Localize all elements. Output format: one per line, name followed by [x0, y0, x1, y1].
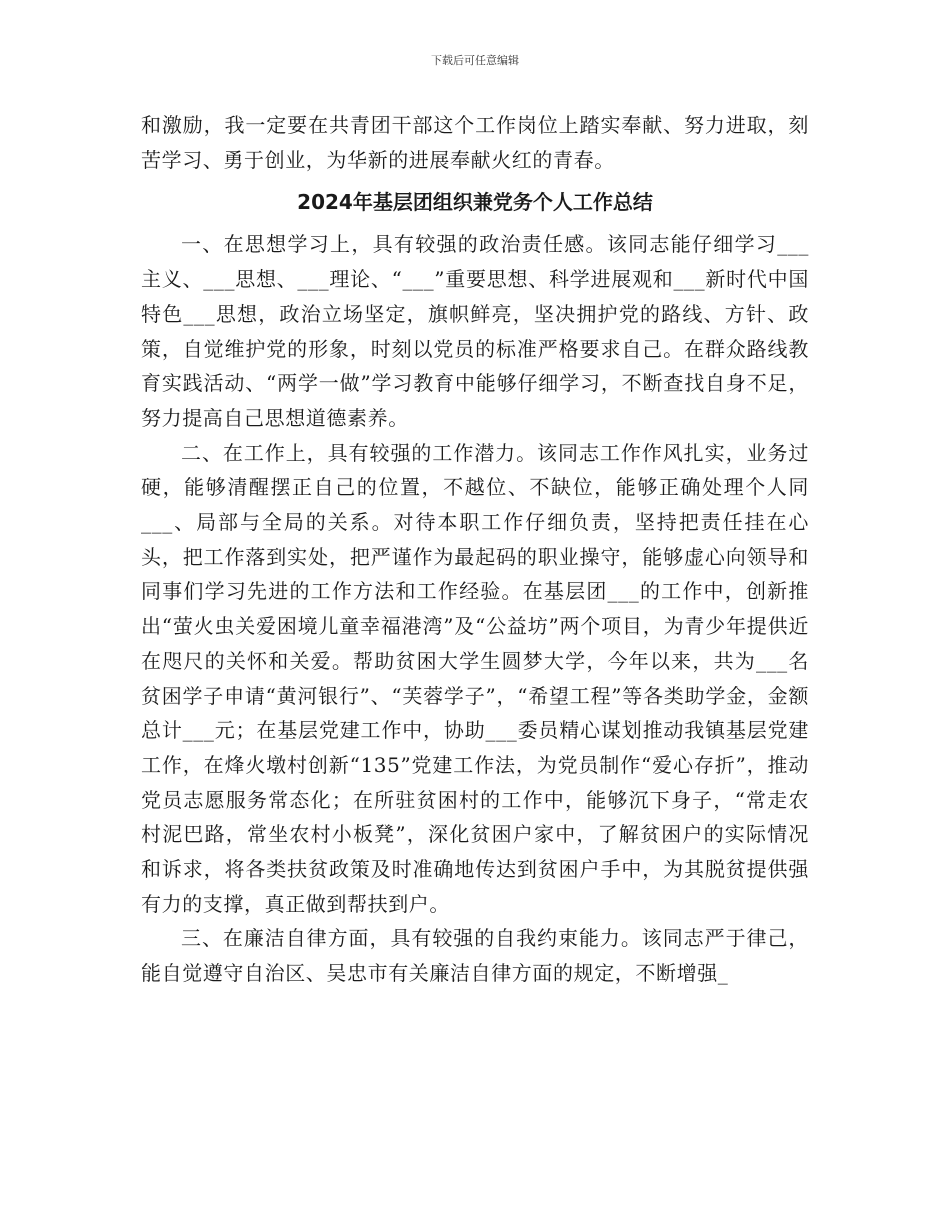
document-body: [141, 108, 809, 991]
paragraph-work: 二、在工作上，具有较强的工作潜力。该同志工作作风扎实，业务过硬，能够清醒摆正自己的位置，不越位、不缺位，能够正确处理个人同___、局部与全局的关系。对待本职工作仔细负责，坚持把责任挂在心头，把工作落到实处，把严谨作为最起码的职业操守，能够虚心向领导和同事们学习先进的工作方法和工作经验。在基层团___的工作中，创新推出“萤火虫关爱困境儿童幸福港湾”及“公益坊”两个项目，为青少年提供近在咫尺的关怀和关爱。帮助贫困大学生圆梦大学，今年以来，共为___名贫困学子申请“黄河银行”、“芙蓉学子”，“希望工程”等各类助学金，金额总计___元；在基层党建工作中，协助___委员精心谋划推动我镇基层党建工作，在烽火墩村创新“135”党建工作法，为党员制作“爱心存折”，推动党员志愿服务常态化；在所驻贫困村的工作中，能够沉下身子，“常走农村泥巴路，常坐农村小板凳”，深化贫困户家中，了解贫困户的实际情况和诉求，将各类扶贫政策及时准确地传达到贫困户手中，为其脱贫提供强有力的支撑，真正做到帮扶到户。: [141, 440, 809, 916]
document-title: 2024年基层团组织兼党务个人工作总结: [297, 190, 653, 215]
paragraph-integrity: 三、在廉洁自律方面，具有较强的自我约束能力。该同志严于律己，能自觉遵守自治区、吴忠市有关廉洁自律方面的规定，不断增强_: [141, 926, 809, 986]
paragraph-thought-study: 一、在思想学习上，具有较强的政治责任感。该同志能仔细学习___主义、___思想、___理论、“___”重要思想、科学进展观和___新时代中国特色___思想，政治立场坚定，旗帜鲜亮，坚决拥护党的路线、方针、政策，自觉维护党的形象，时刻以党员的标准严格要求自己。在群众路线教育实践活动、“两学一做”学习教育中能够仔细学习，不断查找自身不足，努力提高自己思想道德素养。: [141, 232, 809, 430]
page-header-note: 下载后可任意编辑: [431, 54, 519, 67]
intro-paragraph: 和激励，我一定要在共青团干部这个工作岗位上踏实奉献、努力进取，刻苦学习、勇于创业，为华新的进展奉献火红的青春。: [141, 113, 809, 172]
